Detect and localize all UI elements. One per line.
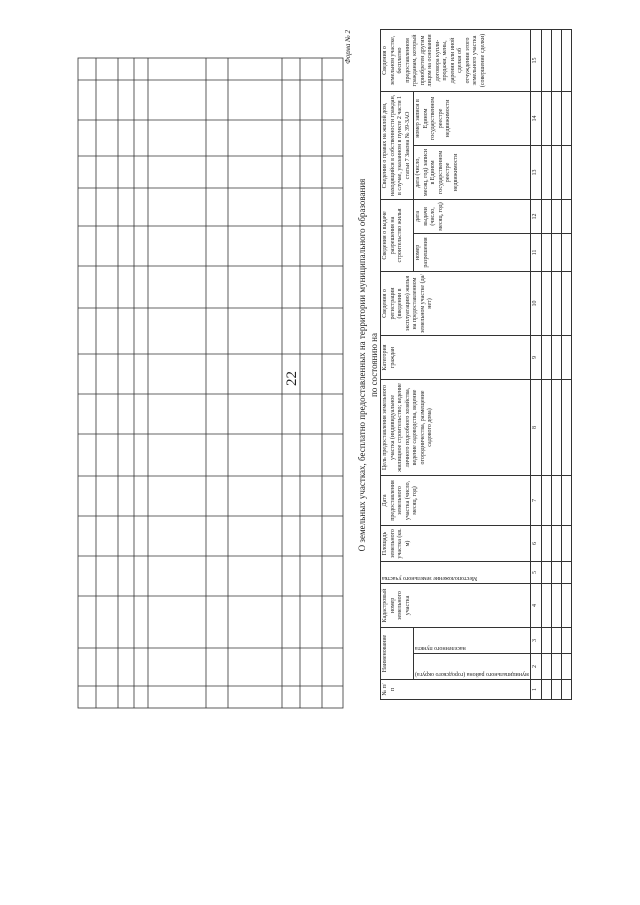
table-cell	[541, 145, 551, 199]
col-header-location	[381, 561, 531, 583]
col-header-category: Категория граждан	[381, 335, 531, 379]
col-header-permit-number: номер разрешения	[414, 233, 531, 271]
col-header-record-date: дата (число, месяц, год) записи в Едином государственном реестре недвижимости	[414, 145, 531, 199]
table-cell	[551, 561, 561, 583]
table-cell	[551, 271, 561, 335]
column-number: 3	[530, 627, 541, 653]
col-header-settlement	[414, 627, 531, 653]
col-header-permit-date: дата выдачи (число, месяц, год)	[414, 199, 531, 233]
form-title-line2: по состоянию на	[369, 333, 379, 397]
table-cell	[551, 475, 561, 525]
column-number: 11	[530, 233, 541, 271]
column-number: 6	[530, 525, 541, 561]
column-number: 7	[530, 475, 541, 525]
col-header-purpose: Цель предоставления земельного участка (индивидуальное жилищное строительство; ведение личного подсобного хозяйства, ведение садоводства, ведение огородничества, размещение садового дома)	[381, 379, 531, 475]
form-2-container	[344, 30, 556, 700]
column-number: 5	[530, 561, 541, 583]
table-cell	[551, 525, 561, 561]
table-cell	[541, 335, 551, 379]
form-title-line1: О земельных участках, бесплатно предоставленных на территории муниципального образования	[357, 178, 367, 552]
table-cell	[551, 654, 561, 680]
col-header-registration: Сведения о регистрации (введении в эксплуатацию) жилья на предоставленном земельном участке (да/нет)	[381, 271, 531, 335]
column-number: 14	[530, 91, 541, 145]
table-cell	[561, 29, 571, 91]
col-header-area: Площадь земельного участка (кв. м)	[381, 525, 531, 561]
table-cell	[561, 145, 571, 199]
table-cell	[541, 29, 551, 91]
table-cell	[561, 627, 571, 653]
table-cell	[561, 91, 571, 145]
col-header-number: № п/п	[381, 680, 531, 700]
column-number: 9	[530, 335, 541, 379]
table-cell	[551, 145, 561, 199]
table-cell	[551, 379, 561, 475]
table-cell	[561, 475, 571, 525]
table-cell	[561, 561, 571, 583]
table-cell	[561, 525, 571, 561]
column-number: 13	[530, 145, 541, 199]
table-cell	[561, 654, 571, 680]
table-cell	[551, 233, 561, 271]
table-cell	[541, 233, 551, 271]
table-cell	[561, 233, 571, 271]
table-cell	[561, 199, 571, 233]
col-header-cadastral: Кадастровый номер земельного участка	[381, 583, 531, 627]
column-number: 10	[530, 271, 541, 335]
col-header-record-number: номер записи в Едином государственном реестре недвижимости	[414, 91, 531, 145]
table-cell	[541, 654, 551, 680]
table-cell	[551, 91, 561, 145]
table-row	[541, 29, 551, 699]
column-number: 4	[530, 583, 541, 627]
table-cell	[551, 29, 561, 91]
form-name: Форма № 2	[344, 30, 352, 64]
table-row	[551, 29, 561, 699]
table-cell	[541, 561, 551, 583]
col-header-settlement-text: населенного пункта	[415, 645, 466, 651]
upper-table-fragment	[78, 58, 343, 708]
table-cell	[541, 199, 551, 233]
table-cell	[561, 379, 571, 475]
table-cell	[561, 271, 571, 335]
page-number: 22	[283, 371, 300, 386]
col-header-name: Наименование	[381, 627, 414, 679]
column-number: 1	[530, 680, 541, 700]
table-cell	[541, 271, 551, 335]
col-header-district-text: муниципального района (городского округа)	[415, 671, 529, 677]
table-cell	[561, 583, 571, 627]
col-header-location-text: Местоположение земельного участка	[382, 574, 478, 581]
table-cell	[561, 335, 571, 379]
table-cell	[551, 335, 561, 379]
table-cell	[541, 525, 551, 561]
table-cell	[541, 583, 551, 627]
table-cell	[551, 680, 561, 700]
col-header-date: Дата предоставления земельного участка (число, месяц, год)	[381, 475, 531, 525]
table-cell	[541, 680, 551, 700]
table-cell	[551, 627, 561, 653]
col-header-district	[414, 654, 531, 680]
table-cell	[541, 379, 551, 475]
form-title	[356, 30, 380, 700]
upper-table-grid	[78, 58, 343, 708]
col-header-transfer: Сведения о земельном участке, бесплатно предоставленном гражданам, который приобретен другим лицом на основании договора купли-продажи, мены, дарения или иной сделки об отчуждении этого земельного участка (совершение сделки)	[381, 29, 531, 91]
column-number: 15	[530, 29, 541, 91]
form-2-table	[380, 29, 572, 700]
table-row	[561, 29, 571, 699]
column-number: 8	[530, 379, 541, 475]
table-cell	[561, 680, 571, 700]
col-header-permit: Сведения о выдаче разрешения на строительство жилья	[381, 199, 414, 271]
column-number: 12	[530, 199, 541, 233]
column-number: 2	[530, 654, 541, 680]
col-header-house-rights: Сведения о правах на жилой дом, находящийся в собственности граждан, в случае, указанном в пункте 2 части 1 статьи 7 Закона № 39-ЗАО	[381, 91, 414, 199]
column-number-row	[530, 29, 541, 699]
table-cell	[551, 583, 561, 627]
table-cell	[541, 475, 551, 525]
table-cell	[551, 199, 561, 233]
table-cell	[541, 627, 551, 653]
table-cell	[541, 91, 551, 145]
